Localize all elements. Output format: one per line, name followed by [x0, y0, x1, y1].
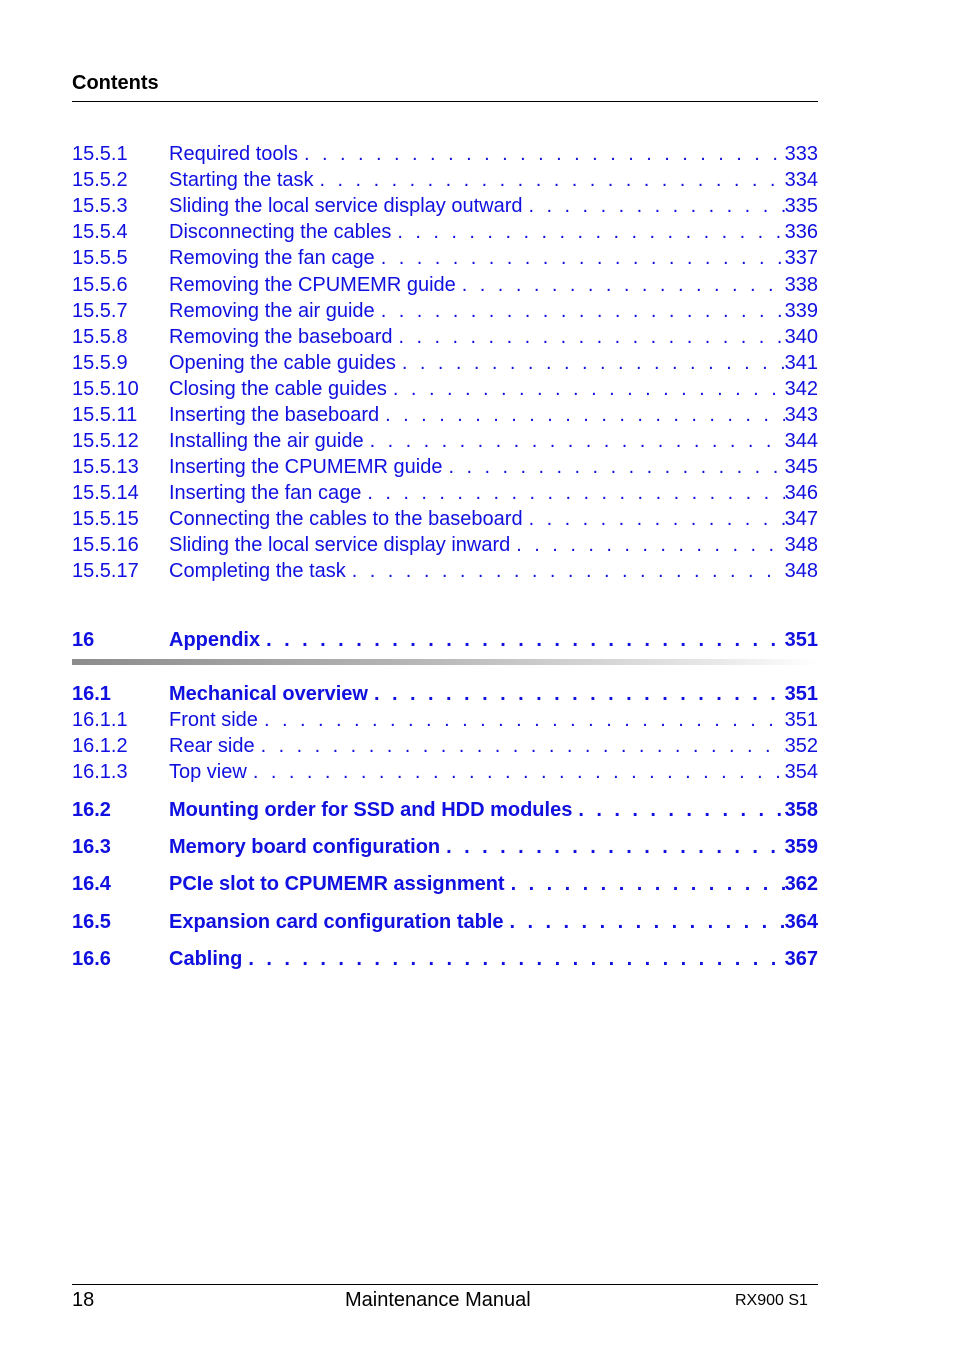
toc-entry-title: Installing the air guide — [169, 430, 364, 452]
toc-entry-page: 339 — [784, 300, 818, 322]
toc-dot-leader — [442, 454, 784, 480]
toc-entry-number: 15.5.15 — [72, 508, 139, 530]
toc-entry[interactable] — [72, 797, 818, 823]
toc-dot-leader — [260, 627, 785, 653]
toc-entry-page: 337 — [784, 247, 818, 269]
toc-entry[interactable] — [72, 834, 818, 860]
toc-dot-leader — [346, 558, 785, 584]
toc-entry-page: 358 — [784, 799, 818, 821]
toc-entry-title: Completing the task — [169, 560, 346, 582]
toc-entry-number: 15.5.6 — [72, 274, 128, 296]
toc-entry[interactable] — [72, 733, 818, 759]
toc-entry-number: 15.5.1 — [72, 143, 128, 165]
toc-entry-page: 351 — [784, 683, 818, 705]
toc-entry-title: Mounting order for SSD and HDD modules — [169, 799, 573, 821]
toc-entry-page: 340 — [784, 326, 818, 348]
toc-entry-number: 16.2 — [72, 799, 111, 821]
toc-entry[interactable] — [72, 480, 818, 506]
toc-dot-leader — [392, 324, 784, 350]
toc-entry-title: Memory board configuration — [169, 836, 441, 858]
toc-entry-page: 341 — [784, 352, 818, 374]
footer-divider — [72, 1284, 818, 1285]
toc-entry-number: 15.5.7 — [72, 300, 128, 322]
toc-entry-title: Top view — [169, 761, 247, 783]
toc-entry-page: 354 — [784, 761, 818, 783]
toc-entry-title: Sliding the local service display outward — [169, 195, 523, 217]
chapter-divider — [72, 659, 818, 665]
toc-entry-number: 15.5.11 — [72, 404, 138, 426]
toc-entry-page: 359 — [784, 836, 818, 858]
toc-entry[interactable] — [72, 219, 818, 245]
toc-entry-page: 348 — [784, 560, 818, 582]
toc-entry-title: Removing the air guide — [169, 300, 375, 322]
toc-entry-title: Disconnecting the cables — [169, 221, 392, 243]
toc-entry-number: 16.1.2 — [72, 735, 128, 757]
toc-entry-title: Mechanical overview — [169, 683, 368, 705]
toc-entry[interactable] — [72, 759, 818, 785]
toc-entry[interactable] — [72, 627, 818, 653]
toc-entry-title: Rear side — [169, 735, 255, 757]
toc-entry[interactable] — [72, 193, 818, 219]
toc-entry-title: Opening the cable guides — [169, 352, 396, 374]
toc-entry-number: 15.5.10 — [72, 378, 139, 400]
toc-dot-leader — [456, 272, 785, 298]
toc-entry-page: 352 — [784, 735, 818, 757]
toc-entry[interactable] — [72, 558, 818, 584]
toc-entry-page: 364 — [784, 911, 818, 933]
toc-entry[interactable] — [72, 298, 818, 324]
toc-entry-title: Connecting the cables to the baseboard — [169, 508, 523, 530]
toc-entry-page: 342 — [784, 378, 818, 400]
toc-dot-leader — [504, 909, 785, 935]
toc-entry-title: Closing the cable guides — [169, 378, 387, 400]
toc-entry-page: 346 — [784, 482, 818, 504]
toc-entry-title: Removing the fan cage — [169, 247, 375, 269]
toc-entry-page: 343 — [784, 404, 818, 426]
toc-entry-title: Required tools — [169, 143, 298, 165]
toc-entry-page: 344 — [784, 430, 818, 452]
toc-entry-number: 16.1 — [72, 683, 111, 705]
toc-entry-title: Inserting the CPUMEMR guide — [169, 456, 443, 478]
toc-entry[interactable] — [72, 532, 818, 558]
toc-entry-page: 351 — [784, 709, 818, 731]
footer-product: RX900 S1 — [735, 1292, 808, 1309]
toc-entry[interactable] — [72, 871, 818, 897]
toc-entry-number: 16 — [72, 629, 95, 651]
toc-entry-title: Sliding the local service display inward — [169, 534, 511, 556]
toc-entry[interactable] — [72, 376, 818, 402]
toc-entry-title: Appendix — [169, 629, 261, 651]
toc-entry-page: 345 — [784, 456, 818, 478]
toc-entry[interactable] — [72, 350, 818, 376]
toc-entry-page: 338 — [784, 274, 818, 296]
toc-dot-leader — [298, 141, 785, 167]
toc-entry-page: 335 — [784, 195, 818, 217]
toc-entry-number: 15.5.16 — [72, 534, 139, 556]
toc-entry-title: Removing the CPUMEMR guide — [169, 274, 456, 296]
toc-dot-leader — [440, 834, 785, 860]
toc-dot-leader — [391, 219, 784, 245]
toc-entry[interactable] — [72, 454, 818, 480]
toc-dot-leader — [375, 298, 785, 324]
toc-entry-title: Removing the baseboard — [169, 326, 393, 348]
toc-entry-page: 362 — [784, 873, 818, 895]
toc-entry-number: 16.1.1 — [72, 709, 128, 731]
toc-dot-leader — [572, 797, 784, 823]
toc-entry-number: 15.5.13 — [72, 456, 139, 478]
toc-entry-title: PCIe slot to CPUMEMR assignment — [169, 873, 505, 895]
footer-manual-title: Maintenance Manual — [345, 1289, 531, 1311]
toc-entry-page: 348 — [784, 534, 818, 556]
toc-entry-number: 16.3 — [72, 836, 111, 858]
toc-dot-leader — [361, 480, 784, 506]
toc-dot-leader — [258, 707, 785, 733]
toc-entry-title: Inserting the fan cage — [169, 482, 362, 504]
toc-entry-number: 15.5.3 — [72, 195, 128, 217]
toc-dot-leader — [505, 871, 785, 897]
toc-entry-title: Inserting the baseboard — [169, 404, 380, 426]
toc-entry-number: 16.6 — [72, 948, 111, 970]
toc-entry-number: 16.4 — [72, 873, 111, 895]
toc-entry-title: Starting the task — [169, 169, 314, 191]
toc-entry-number: 15.5.14 — [72, 482, 139, 504]
toc-dot-leader — [523, 193, 785, 219]
toc-entry[interactable] — [72, 141, 818, 167]
toc-entry[interactable] — [72, 909, 818, 935]
toc-entry-title: Expansion card configuration table — [169, 911, 504, 933]
toc-entry-number: 16.5 — [72, 911, 111, 933]
toc-entry-number: 15.5.5 — [72, 247, 128, 269]
toc-entry-number: 15.5.8 — [72, 326, 128, 348]
toc-entry-page: 336 — [784, 221, 818, 243]
toc-dot-leader — [523, 506, 785, 532]
toc-dot-leader — [247, 759, 785, 785]
toc-entry-number: 15.5.17 — [72, 560, 139, 582]
toc-entry[interactable] — [72, 707, 818, 733]
toc-entry-number: 16.1.3 — [72, 761, 128, 783]
toc-entry[interactable] — [72, 272, 818, 298]
page-header-title: Contents — [72, 72, 159, 94]
toc-entry-page: 333 — [784, 143, 818, 165]
toc-entry-page: 334 — [784, 169, 818, 191]
toc-dot-leader — [364, 428, 785, 454]
toc-dot-leader — [396, 350, 785, 376]
toc-entry-page: 367 — [784, 948, 818, 970]
toc-dot-leader — [242, 946, 784, 972]
toc-entry-page: 351 — [784, 629, 818, 651]
toc-entry[interactable] — [72, 946, 818, 972]
toc-dot-leader — [368, 681, 785, 707]
toc-entry[interactable] — [72, 402, 818, 428]
toc-entry[interactable] — [72, 506, 818, 532]
toc-entry-number: 15.5.9 — [72, 352, 128, 374]
toc-entry-number: 15.5.2 — [72, 169, 128, 191]
toc-dot-leader — [510, 532, 784, 558]
footer-page-number: 18 — [72, 1289, 95, 1311]
toc-entry-number: 15.5.4 — [72, 221, 128, 243]
header-divider — [72, 101, 818, 102]
toc-entry[interactable] — [72, 245, 818, 271]
toc-entry-title: Cabling — [169, 948, 243, 970]
toc-entry[interactable] — [72, 167, 818, 193]
toc-dot-leader — [379, 402, 784, 428]
toc-dot-leader — [375, 245, 785, 271]
toc-dot-leader — [387, 376, 785, 402]
toc-dot-leader — [314, 167, 785, 193]
toc-entry[interactable] — [72, 324, 818, 350]
toc-entry-title: Front side — [169, 709, 258, 731]
toc-dot-leader — [255, 733, 785, 759]
toc-entry-number: 15.5.12 — [72, 430, 139, 452]
toc-entry-page: 347 — [784, 508, 818, 530]
toc-entry[interactable] — [72, 681, 818, 707]
toc-entry[interactable] — [72, 428, 818, 454]
